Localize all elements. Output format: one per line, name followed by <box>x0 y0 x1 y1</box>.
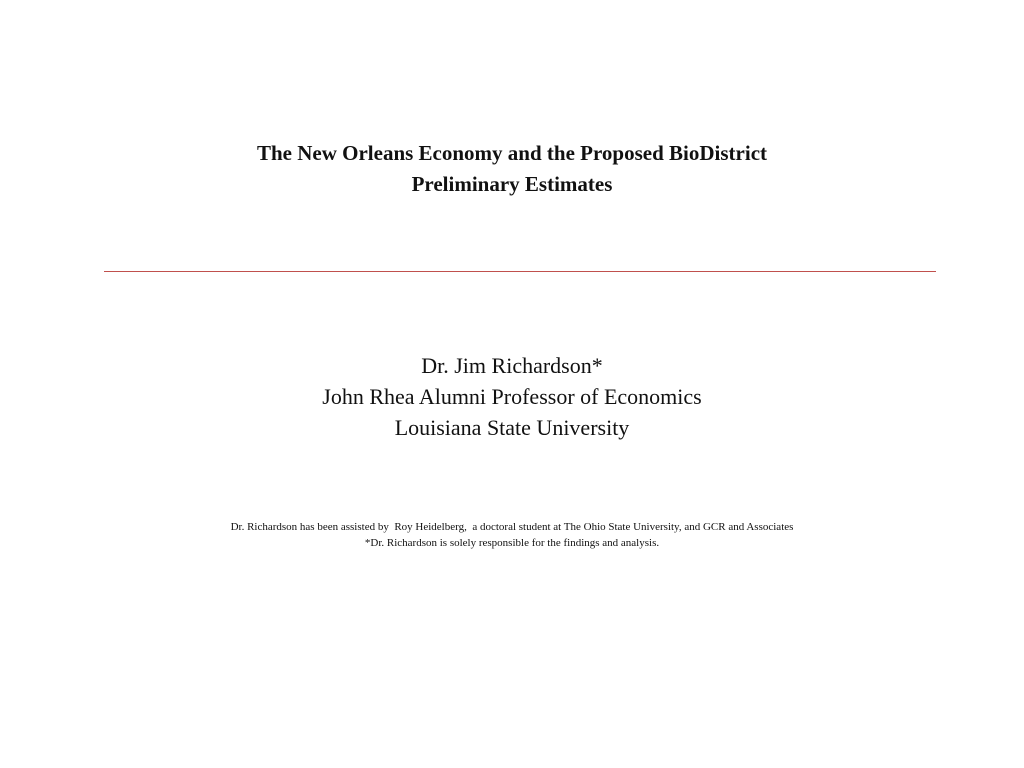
title-line-2: Preliminary Estimates <box>411 172 613 196</box>
horizontal-divider <box>104 271 936 272</box>
assistance-note: Dr. Richardson has been assisted by Roy Heidelberg, a doctoral student at The Ohio State University, and GCR and Associates <box>230 521 794 533</box>
responsibility-note: *Dr. Richardson is solely responsible for the findings and analysis. <box>364 537 660 549</box>
title-line-1: The New Orleans Economy and the Proposed BioDistrict <box>256 141 768 165</box>
author-position: John Rhea Alumni Professor of Economics <box>322 384 702 409</box>
footnotes <box>0 519 1024 551</box>
slide-title <box>0 138 1024 200</box>
author-name: Dr. Jim Richardson* <box>421 353 603 378</box>
author-institution: Louisiana State University <box>394 415 630 440</box>
author-info <box>0 350 1024 443</box>
